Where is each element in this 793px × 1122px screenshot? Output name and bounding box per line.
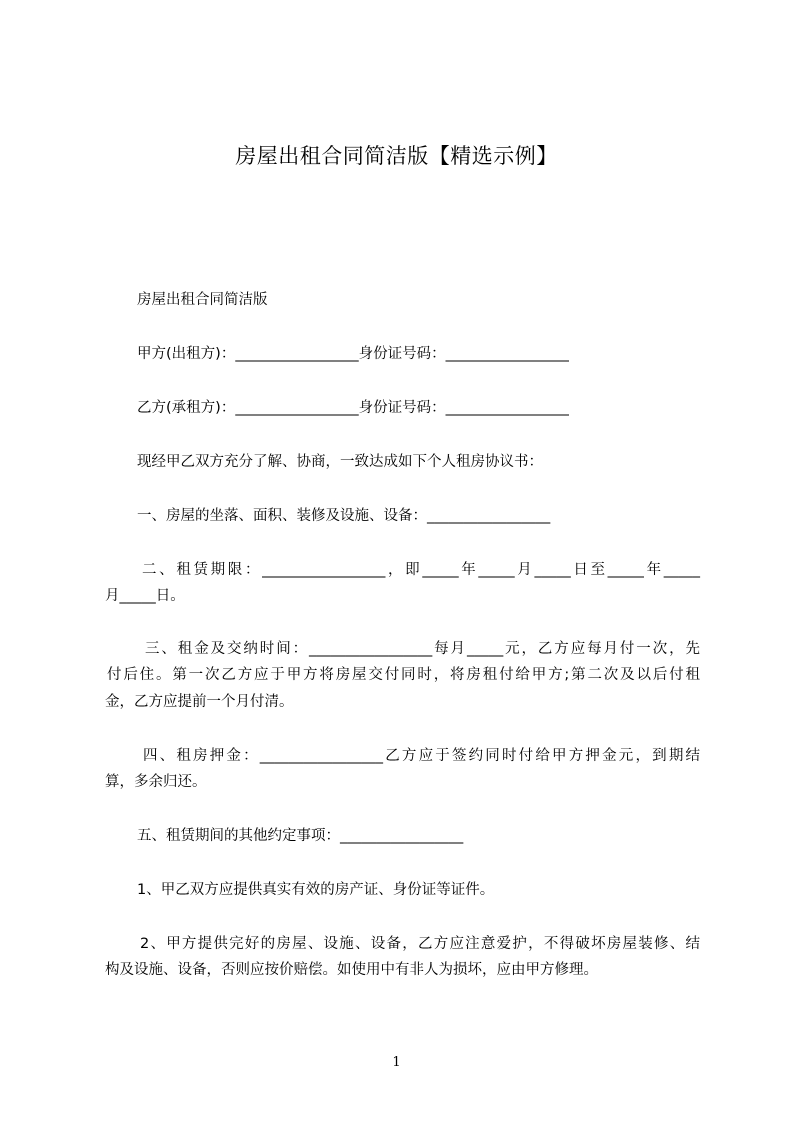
party-b-line: 乙方(承租方)：_________________身份证号码：_________________ xyxy=(137,400,569,416)
party-a-line: 甲方(出租方)：_________________身份证号码：_________________ xyxy=(137,346,569,362)
subtitle: 房屋出租合同简洁版 xyxy=(137,292,268,308)
clause-3-line-1: 三、租金及交纳时间：_________________每月_____元，乙方应每月付一次，先 xyxy=(145,641,700,657)
clause-2-line-2: 月_____日。 xyxy=(105,588,185,604)
clause-4-line-2: 算，多余归还。 xyxy=(105,774,207,790)
clause-3-line-3: 金，乙方应提前一个月付清。 xyxy=(105,694,294,710)
clause-2-line-1: 二、租赁期限：_________________，即_____年_____月_____日至_____年_____ xyxy=(142,562,700,578)
item-2-line-2: 构及设施、设备，否则应按价赔偿。如使用中有非人为损坏，应由甲方修理。 xyxy=(105,962,598,978)
clause-1: 一、房屋的坐落、面积、装修及设施、设备：_________________ xyxy=(137,508,551,524)
clause-4-line-1: 四、租房押金：_________________乙方应于签约同时付给甲方押金元，到期结 xyxy=(143,748,700,764)
item-2-line-1: 2、甲方提供完好的房屋、设施、设备，乙方应注意爱护，不得破坏房屋装修、结 xyxy=(140,936,700,952)
page-number: 1 xyxy=(392,1055,401,1070)
item-1: 1、甲乙双方应提供真实有效的房产证、身份证等证件。 xyxy=(137,882,495,898)
clause-3-line-2: 付后住。第一次乙方应于甲方将房屋交付同时，将房租付给甲方;第二次及以后付租 xyxy=(107,667,700,683)
intro-paragraph: 现经甲乙双方充分了解、协商，一致达成如下个人租房协议书： xyxy=(137,454,543,470)
document-title: 房屋出租合同简洁版【精选示例】 xyxy=(235,144,558,168)
clause-5: 五、租赁期间的其他约定事项：_________________ xyxy=(137,828,464,844)
